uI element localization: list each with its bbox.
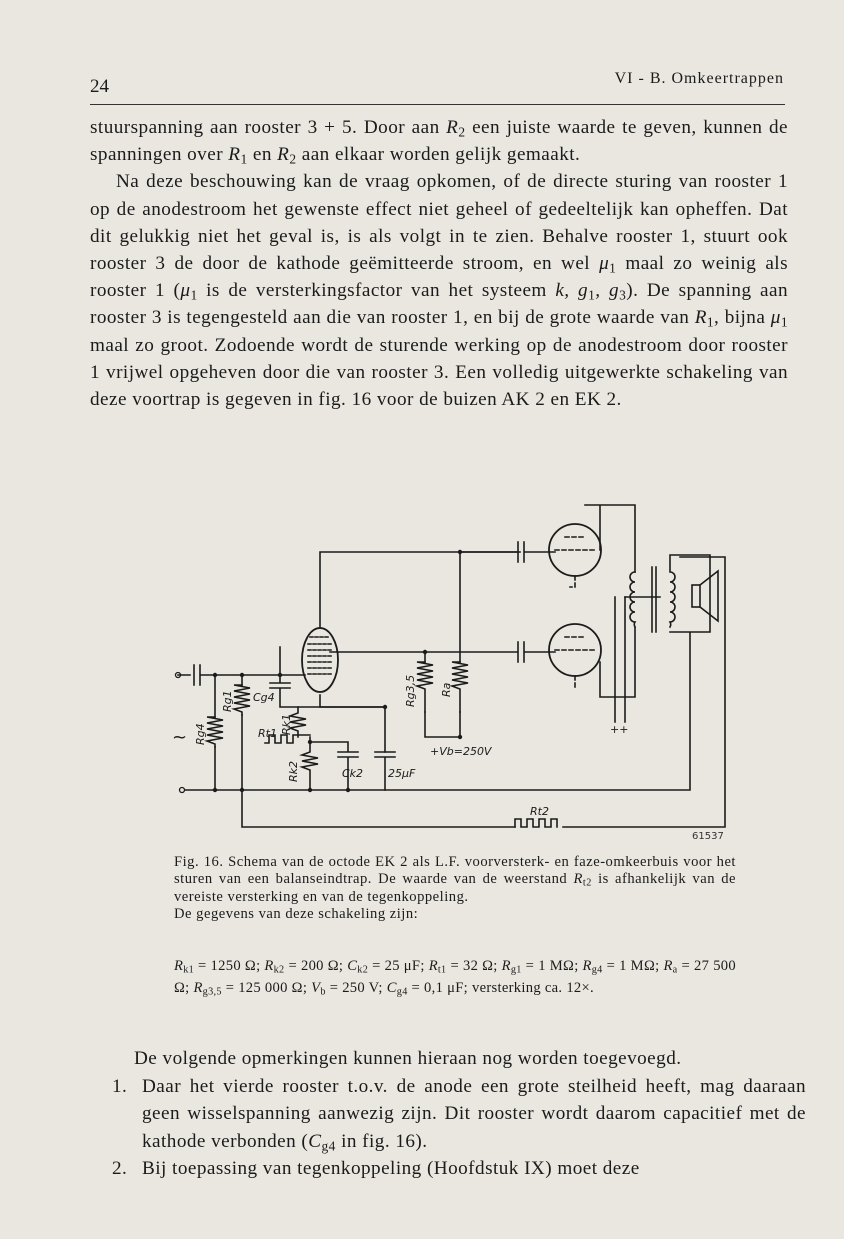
junction — [213, 788, 217, 792]
label-rk1: Rk1 — [280, 713, 293, 735]
coupling-cap-top — [460, 542, 555, 562]
body-text — [90, 114, 788, 413]
label-rt2: Rt2 — [530, 805, 549, 818]
symbol: R — [694, 307, 707, 329]
label-rg4: Rg4 — [194, 723, 207, 745]
text-run: ). De spanning aan rooster 3 is tegengesteld aan die van rooster 1, en bij de grote waarde van — [90, 280, 788, 329]
label-plus: ++ — [610, 723, 629, 736]
text-run: Na deze beschouwing kan de vraag opkomen, of de directe sturing van rooster 1 op de anodestroom het gewenste effect niet geheel of gedeeltelijk kan opheffen. Dat dit gelukkig niet het geval is, is als volgt in te zien. Behalve rooster 1, stuurt ook rooster 3 de door de kathode geëmitteerde stroom, en wel — [90, 171, 788, 275]
running-title: VI - B. Omkeertrappen — [614, 70, 784, 87]
text-run: is de versterkingsfactor van het systeem — [197, 280, 556, 302]
text-run: Daar het vierde rooster t.o.v. de anode een grote steilheid heeft, mag daaraan geen wisselspanning aanwezig zijn. Dit rooster wordt daarom capacitief met de kathode verbonden ( — [142, 1075, 806, 1152]
symbol: k, g — [555, 280, 589, 302]
symbol: μ — [599, 253, 610, 275]
transformer-secondary — [670, 555, 710, 632]
transformer-primary — [630, 572, 635, 627]
subscript: 1 — [588, 287, 596, 303]
text-run: , bijna — [714, 307, 771, 329]
subscript: 2 — [289, 151, 297, 167]
caption-text — [174, 854, 736, 906]
remark-1 — [112, 1073, 806, 1156]
circuit-diagram — [170, 497, 770, 849]
text-run: Fig. 16. Schema van de octode EK 2 als L.F. voorversterk- en faze-omkeerbuis voor het sturen van een balanseindtrap. De waarde van de weerstand — [174, 854, 736, 888]
symbol: μ — [180, 280, 191, 302]
ck2-capacitor — [310, 742, 358, 790]
component-value: $C_{k2} = 25$ μF; — [347, 958, 429, 976]
subscript: 1 — [190, 287, 198, 303]
symbol: μ — [770, 307, 781, 329]
caption-data-intro: De gegevens van deze schakeling zijn: — [174, 906, 419, 923]
tube-anode-wire — [320, 552, 520, 628]
output-tube-bottom-elements — [555, 637, 595, 687]
tube-grids — [308, 637, 332, 674]
schematic-svg — [170, 497, 770, 849]
figure-caption — [174, 854, 736, 924]
speaker-cone — [700, 571, 718, 621]
label-rk2: Rk2 — [287, 760, 300, 782]
rg4-resistor — [207, 717, 223, 747]
text-run: Bij toepassing van tegenkoppeling (Hoofdstuk IX) moet deze — [142, 1158, 640, 1179]
symbol: C — [308, 1130, 322, 1152]
component-value: $R_{g4} = 1$ MΩ; — [582, 958, 664, 976]
paragraph-1 — [90, 114, 788, 168]
remark-2 — [112, 1155, 806, 1183]
junction — [308, 788, 312, 792]
text-run: maal zo groot. Zodoende wordt de sturende werking op de anodestroom door rooster 1 vrijwel opgeheven door die van rooster 3. Een volledig uitgewerkte schakeling van deze voortrap is gegeven in fig. 16 voor de buizen AK 2 en EK 2. — [90, 334, 788, 411]
junction — [308, 740, 312, 744]
component-value: $R_a = 27$ 500 Ω; — [174, 958, 736, 996]
symbol: R — [228, 144, 241, 166]
following-text — [112, 1045, 806, 1183]
symbol: R — [446, 117, 459, 138]
label-c25: 25μF — [388, 767, 416, 780]
text-run: maal zo weinig als rooster 1 ( — [90, 253, 788, 302]
text-run: een juiste waarde te geven, kunnen de spanningen over — [90, 117, 788, 166]
page-number: 24 — [90, 76, 109, 97]
junction — [240, 673, 244, 677]
text-run: stuurspanning aan rooster 3 + 5. Door aan — [90, 117, 447, 138]
symbol: R — [277, 144, 290, 166]
subscript: 2 — [458, 124, 466, 140]
coupling-cap-bottom — [425, 642, 555, 662]
rk2-resistor — [302, 737, 318, 790]
figure-number: 61537 — [692, 831, 724, 842]
component-value: $R_{k1} = 1250$ Ω; — [174, 958, 265, 976]
output-tube-top-elements — [555, 537, 595, 587]
paragraph-2: Na deze beschouwing kan de vraag opkomen, of de directe sturing van rooster 1 op de anodestroom het gewenste effect niet geheel of gedeeltelijk kan opheffen. Dat dit gelukkig niet het geval is, is als volgt in te zien. Behalve rooster 1, stuurt ook rooster 3 de door de kathode geëmitteerde stroom, en wel $\mu_1$ maal zo weinig als rooster 1 ($\mu_1$ is de versterkingsfactor van het systeem k, $g_1$, $g_3$). De spanning aan rooster 3 is tegengesteld aan die van rooster 1, en bij de grote waarde van $R_1$, bijna $\mu_1$ maal zo groot. Zodoende wordt de sturende werking op de anodestroom door rooster 1 vrijwel opgeheven door die van rooster 3. Een volledig uitgewerkte schakeling van deze voortrap is gegeven in fig. 16 voor de buizen AK 2 en EK 2. — [90, 171, 788, 411]
label-rg1: Rg1 — [221, 690, 234, 712]
label-rg35: Rg3,5 — [404, 674, 417, 707]
junction — [383, 705, 387, 709]
component-values — [174, 955, 736, 999]
label-ac: ~ — [172, 727, 188, 748]
rg35-resistor — [417, 662, 433, 712]
subscript: t2 — [582, 877, 592, 889]
symbol: R — [573, 871, 583, 888]
junction — [278, 673, 282, 677]
component-value: $R_{g1} = 1$ MΩ; — [501, 958, 583, 976]
label-vb: +Vb=250V — [430, 745, 492, 758]
ra-resistor — [452, 662, 468, 712]
label-ra: Ra — [440, 682, 453, 697]
junction — [213, 673, 217, 677]
symbol: , g — [595, 280, 620, 302]
subscript: 1 — [780, 314, 788, 330]
subscript: g4 — [321, 1137, 336, 1153]
component-value: $R_{t1} = 32$ Ω; — [428, 958, 502, 976]
speaker-magnet — [692, 585, 700, 607]
label-ck2: Ck2 — [342, 767, 364, 780]
component-value: $V_b = 250$ V; — [311, 980, 387, 998]
subscript: 1 — [240, 151, 248, 167]
component-value: $R_{k2} = 200$ Ω; — [264, 958, 348, 976]
rt2-resistor — [515, 819, 557, 827]
header-rule — [90, 104, 785, 105]
junction — [346, 788, 350, 792]
text-run: en — [247, 144, 278, 166]
subscript: 1 — [609, 260, 617, 276]
component-value: $R_{g3,5} = 125$ 000 Ω; — [193, 980, 312, 998]
plus-leads — [615, 597, 625, 722]
cathode-wire — [320, 695, 385, 752]
list-number: 2. — [112, 1158, 128, 1179]
terminal — [180, 788, 185, 793]
component-value: $C_{g4} = 0,1$ μF; versterking ca. 12×. — [386, 980, 594, 998]
text-run: in fig. 16). — [335, 1130, 428, 1152]
label-rt1: Rt1 — [258, 727, 277, 740]
remarks-intro: De volgende opmerkingen kunnen hieraan nog worden toegevoegd. — [134, 1048, 682, 1069]
label-cg4: Cg4 — [253, 691, 275, 704]
junction — [458, 550, 462, 554]
junction — [458, 735, 462, 739]
subscript: 1 — [706, 314, 715, 330]
junction — [423, 650, 427, 654]
text-run: is afhankelijk van de vereiste versterking en van de tegenkoppeling. — [174, 871, 736, 905]
junction — [240, 788, 244, 792]
rg1-resistor — [234, 685, 250, 715]
transformer-core — [652, 567, 656, 632]
list-number: 1. — [112, 1075, 128, 1097]
text-run: aan elkaar worden gelijk gemaakt. — [296, 144, 581, 166]
